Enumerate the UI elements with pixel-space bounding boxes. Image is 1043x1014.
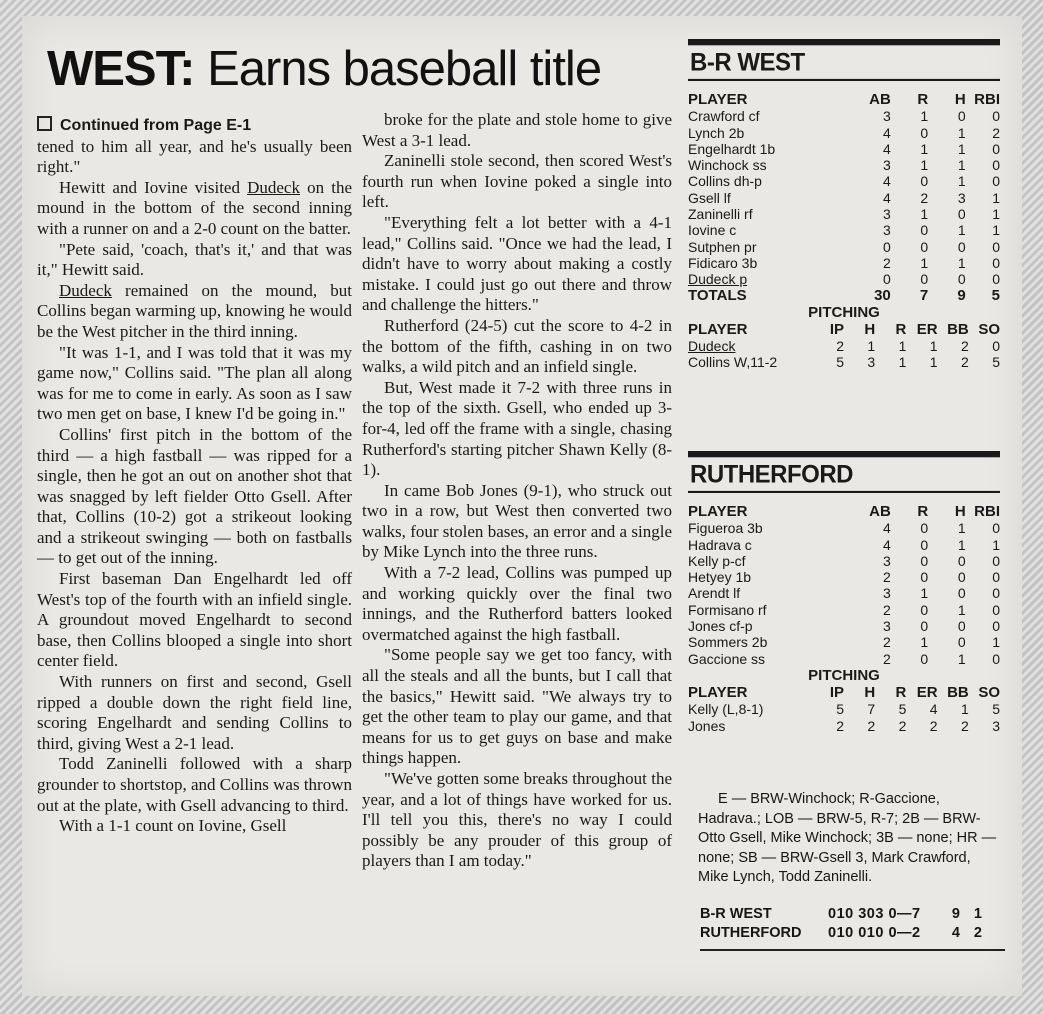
- stat-cell: Engelhardt 1b: [688, 140, 776, 157]
- headline-lead: WEST:: [47, 42, 195, 96]
- stat-cell: 4: [882, 189, 891, 206]
- batting-row: [688, 271, 1000, 287]
- article-paragraph: tened to him all year, and he's usually been right.": [37, 136, 352, 177]
- stat-cell: 1: [957, 124, 966, 141]
- batting-row: [688, 173, 1000, 189]
- stat-cell: 0: [920, 271, 929, 288]
- stat-cell: 0: [882, 271, 891, 288]
- stat-cell: 0: [992, 271, 1000, 288]
- stat-cell: PLAYER: [688, 683, 748, 701]
- stat-cell: Sutphen pr: [688, 238, 757, 255]
- batting-row: [688, 634, 1000, 650]
- article-paragraph: "Pete said, 'coach, that's it,' and that was it," Hewitt said.: [37, 239, 352, 280]
- article-paragraph: "Some people say we get too fancy, with all the steals and all the bunts, but I call that the basics," Hewitt said. "We always try to get the other team to play our game, and that means for us to get guys on base and make things happen.: [362, 645, 672, 768]
- article-paragraph: In came Bob Jones (9-1), who struck out two in a row, but West then converted two walks, four stolen bases, an error and a single by Mike Lynch into the three runs.: [362, 480, 672, 562]
- stat-cell: 1: [929, 338, 938, 355]
- stat-cell: IP: [829, 320, 845, 338]
- batting-table: [688, 92, 1000, 304]
- stat-cell: 3: [882, 108, 891, 125]
- pitching-row: [688, 354, 1000, 370]
- stat-cell: 5: [836, 701, 845, 718]
- stat-cell: Jones: [688, 717, 726, 734]
- stat-cell: 2: [882, 634, 891, 651]
- stat-cell: 2: [882, 254, 891, 271]
- stat-cell: Kelly (L,8-1): [688, 701, 764, 718]
- stat-cell: 0: [920, 520, 929, 537]
- box-score-brwest: [688, 40, 1000, 371]
- stat-cell: 1: [920, 157, 929, 174]
- stat-cell: 1: [957, 222, 966, 239]
- stat-cell: 2: [929, 717, 938, 734]
- stat-cell: 4: [882, 124, 891, 141]
- stat-cell: 1: [957, 157, 966, 174]
- article-paragraph: broke for the plate and stole home to give West a 3-1 lead.: [362, 110, 672, 150]
- stat-cell: 4: [882, 536, 891, 553]
- stat-cell: R: [917, 503, 929, 520]
- stat-cell: R: [895, 320, 907, 338]
- batting-table: [688, 504, 1000, 667]
- batting-row: [688, 190, 1000, 206]
- stat-cell: 1: [992, 206, 1000, 223]
- stat-cell: AB: [869, 91, 891, 108]
- stat-cell: 9: [957, 286, 966, 304]
- stat-cell: [688, 338, 813, 354]
- stat-cell: 3: [992, 717, 1000, 734]
- pitching-table: [688, 322, 1000, 371]
- stat-cell: TOTALS: [688, 286, 747, 304]
- pitching-row: [688, 701, 1000, 717]
- linescore-row: [700, 905, 1005, 924]
- stat-cell: 5: [991, 286, 1000, 304]
- stat-cell: H: [954, 91, 966, 108]
- stat-cell: 1: [898, 338, 907, 355]
- batting-row: [688, 569, 1000, 585]
- pitching-label: PITCHING: [808, 303, 880, 321]
- continued-text: Continued from Page E-1: [60, 117, 252, 134]
- stat-cell: Arendt lf: [688, 585, 741, 602]
- stat-cell: BB: [947, 683, 969, 701]
- stat-cell: BB: [947, 320, 969, 338]
- stat-cell: 2: [960, 354, 969, 371]
- stat-cell: 4: [882, 173, 891, 190]
- linescore-team: B-R WEST: [700, 906, 772, 922]
- stat-cell: 0: [957, 569, 966, 586]
- stat-cell: 1: [920, 254, 929, 271]
- stat-cell: 0: [920, 222, 929, 239]
- stat-cell: 0: [882, 238, 891, 255]
- stat-cell: 1: [920, 108, 929, 125]
- article-paragraph: Rutherford (24-5) cut the score to 4-2 in the bottom of the fifth, cashing in on two walks, a wild pitch and an infield single.: [362, 315, 672, 377]
- game-notes: E — BRW-Winchock; R-Gaccione, Hadrava.; LOB — BRW-5, R-7; 2B — BRW-Otto Gsell, Mike Winchock; 3B — none; HR — none; SB — BRW-Gsell 3, Mark Crawford, Mike Lynch, Todd Zaninelli.: [698, 791, 997, 885]
- stat-cell: 0: [992, 569, 1000, 586]
- box-score-rutherford: [688, 452, 1000, 734]
- stat-cell: Collins W,11-2: [688, 354, 778, 371]
- stat-cell: 0: [992, 601, 1000, 618]
- stat-cell: H: [954, 503, 966, 520]
- headline: [47, 38, 667, 100]
- pitching-row: [688, 338, 1000, 354]
- article-column-1: [37, 116, 352, 837]
- article-paragraph: With a 7-2 lead, Collins was pumped up and working quickly over the final two innings, and the Rutherford batters looked overmatched against the high fastball.: [362, 563, 672, 644]
- stat-cell: H: [864, 683, 876, 701]
- article-paragraph: "Everything felt a lot better with a 4-1 lead," Collins said. "Once we had the lead, I didn't have to worry about making a costly mistake. I could just go out there and throw and challenge the hitters.": [362, 212, 672, 315]
- stat-cell: Figueroa 3b: [688, 520, 763, 537]
- batting-row: [688, 157, 1000, 173]
- stat-cell: 0: [992, 618, 1000, 635]
- stat-cell: 0: [992, 585, 1000, 602]
- pitching-row: [688, 718, 1000, 734]
- article-paragraph: "It was 1-1, and I was told that it was my game now," Collins said. "The plan all along was for me to come in early. As soon as I saw two men get on base, I knew I'd be going in.": [37, 342, 352, 424]
- stat-cell: 3: [867, 354, 876, 371]
- stat-cell: 0: [920, 238, 929, 255]
- article-column-2: [362, 110, 672, 872]
- stat-cell: 3: [882, 157, 891, 174]
- stat-cell: 2: [882, 650, 891, 667]
- line-score: [700, 905, 1005, 951]
- stat-cell: 4: [882, 520, 891, 537]
- article-paragraph: "We've gotten some breaks throughout the year, and a lot of things have worked for us. I'll tell you this, there's no way I could possibly be any prouder of this group of players than I am today.": [362, 769, 672, 871]
- batting-row: [688, 618, 1000, 634]
- stat-cell: 4: [882, 140, 891, 157]
- underlined-name: Dudeck: [59, 280, 112, 300]
- stat-cell: 0: [992, 238, 1000, 255]
- stat-cell: RBI: [974, 503, 1000, 520]
- stat-cell: 1: [920, 634, 929, 651]
- stat-cell: 0: [920, 173, 929, 190]
- stat-cell: 2: [992, 124, 1000, 141]
- stat-cell: 1: [920, 140, 929, 157]
- batting-row: [688, 585, 1000, 601]
- box-icon: [37, 116, 52, 131]
- stat-cell: 1: [992, 222, 1000, 239]
- stat-cell: 2: [836, 338, 845, 355]
- article-paragraph: With a 1-1 count on Iovine, Gsell: [59, 816, 287, 836]
- stat-cell: 5: [836, 354, 845, 371]
- stat-cell: 2: [920, 189, 929, 206]
- pitching-header-row: [688, 685, 1000, 701]
- stat-cell: 1: [867, 338, 876, 355]
- stat-cell: 3: [882, 206, 891, 223]
- linescore-innings: 010 010 0—2: [828, 925, 921, 941]
- stat-cell: 0: [957, 634, 966, 651]
- stat-cell: 3: [882, 585, 891, 602]
- stat-cell: 2: [898, 717, 907, 734]
- stat-cell: 1: [957, 520, 966, 537]
- stat-cell: Crawford cf: [688, 108, 760, 125]
- stat-cell: 0: [992, 552, 1000, 569]
- batting-row: [688, 553, 1000, 569]
- batting-row: [688, 602, 1000, 618]
- batting-row: [688, 255, 1000, 271]
- stat-cell: 1: [957, 601, 966, 618]
- stat-cell: Gaccione ss: [688, 650, 766, 667]
- stat-cell: 7: [867, 701, 876, 718]
- linescore-hits: 4: [951, 925, 960, 941]
- stat-cell: Formisano rf: [688, 601, 767, 618]
- batting-row: [688, 206, 1000, 222]
- continued-line: [37, 116, 352, 137]
- stat-cell: 0: [957, 552, 966, 569]
- stat-cell: 30: [874, 286, 891, 304]
- stat-cell: ER: [916, 683, 938, 701]
- headline-rest: Earns baseball title: [207, 42, 602, 96]
- stat-cell: 0: [992, 108, 1000, 125]
- stat-cell: R: [895, 683, 907, 701]
- batting-row: [688, 141, 1000, 157]
- stat-cell: 2: [882, 601, 891, 618]
- stat-cell: Hetyey 1b: [688, 569, 752, 586]
- stat-cell: 5: [992, 354, 1000, 371]
- stat-cell: 3: [882, 222, 891, 239]
- batting-row: [688, 222, 1000, 238]
- stat-cell: SO: [978, 683, 1000, 701]
- stat-cell: RBI: [974, 91, 1000, 108]
- stat-cell: 0: [992, 140, 1000, 157]
- stat-cell: 0: [957, 618, 966, 635]
- stat-cell: 1: [992, 634, 1000, 651]
- article-paragraph: Dudeck remained on the mound, but Collins began warming up, knowing he would be the West pitcher in the third inning.: [37, 280, 352, 341]
- linescore-row: [700, 924, 1005, 943]
- batting-row: [688, 125, 1000, 141]
- linescore-errors: 2: [973, 925, 982, 941]
- article-paragraph: With runners on first and second, Gsell ripped a double down the right field line, scoring Engelhardt and sending Collins to third, giving West a 2-1 lead.: [37, 672, 352, 753]
- article-paragraph: First baseman Dan Engelhardt led off West's top of the fourth with an infield single. A groundout moved Engelhardt to second base, then Collins blooped a single into short center field.: [37, 569, 352, 671]
- stat-cell: SO: [978, 320, 1000, 338]
- stat-cell: ER: [916, 320, 938, 338]
- article-paragraph: Hewitt and Iovine visited Dudeck on the mound in the bottom of the second inning with a runner on and a 2-0 count on the batter.: [37, 177, 352, 238]
- stat-cell: 1: [957, 254, 966, 271]
- stat-cell: 0: [992, 338, 1000, 355]
- stat-cell: 5: [992, 701, 1000, 718]
- stat-cell: Gsell lf: [688, 189, 731, 206]
- stat-cell: Jones cf-p: [688, 618, 753, 635]
- stat-cell: 2: [960, 338, 969, 355]
- stat-cell: Zaninelli rf: [688, 206, 753, 223]
- batting-header-row: [688, 92, 1000, 108]
- stat-cell: Hadrava c: [688, 536, 752, 553]
- underlined-name: Dudeck: [688, 338, 736, 355]
- stat-cell: 1: [960, 701, 969, 718]
- stat-cell: 1: [898, 354, 907, 371]
- batting-header-row: [688, 504, 1000, 520]
- stat-cell: 1: [920, 585, 929, 602]
- stat-cell: Sommers 2b: [688, 634, 768, 651]
- pitching-table: [688, 685, 1000, 734]
- stat-cell: 0: [957, 108, 966, 125]
- stat-cell: 0: [920, 650, 929, 667]
- stat-cell: 1: [992, 536, 1000, 553]
- linescore-innings: 010 303 0—7: [828, 906, 921, 922]
- stat-cell: Fidicaro 3b: [688, 254, 758, 271]
- article-paragraph: Collins' first pitch in the bottom of the third — a high fastball — was ripped for a single, then he got an out on another shot that was snagged by left fielder Otto Gsell. After that, Collins (10-2) got a strikeout looking and a strikeout swinging — both on fastballs — to get out of the inning.: [37, 424, 352, 568]
- stat-cell: 3: [882, 618, 891, 635]
- stat-cell: 2: [836, 717, 845, 734]
- stat-cell: 1: [920, 206, 929, 223]
- stat-cell: 3: [957, 189, 966, 206]
- stat-cell: 5: [898, 701, 907, 718]
- stat-cell: PLAYER: [688, 91, 748, 108]
- stat-cell: 0: [920, 124, 929, 141]
- stat-cell: 3: [882, 552, 891, 569]
- team-name: B-R WEST: [688, 39, 1000, 81]
- stat-cell: 2: [867, 717, 876, 734]
- linescore-team: RUTHERFORD: [700, 925, 802, 941]
- team-name: RUTHERFORD: [688, 451, 1000, 493]
- linescore-errors: 1: [973, 906, 982, 922]
- stat-cell: PLAYER: [688, 503, 748, 520]
- stat-cell: 1: [957, 536, 966, 553]
- stat-cell: PLAYER: [688, 320, 748, 338]
- stat-cell: 0: [920, 569, 929, 586]
- stat-cell: 2: [960, 717, 969, 734]
- stat-cell: 0: [992, 254, 1000, 271]
- stat-cell: 0: [920, 618, 929, 635]
- stat-cell: 1: [929, 354, 938, 371]
- stat-cell: 1: [992, 189, 1000, 206]
- stat-cell: Lynch 2b: [688, 124, 745, 141]
- stat-cell: 1: [957, 173, 966, 190]
- stat-cell: 0: [957, 271, 966, 288]
- stat-cell: H: [864, 320, 876, 338]
- underlined-name: Dudeck: [247, 177, 300, 197]
- stat-cell: 0: [992, 520, 1000, 537]
- article-paragraph: Zaninelli stole second, then scored West's fourth run when Iovine poked a single into left.: [362, 151, 672, 212]
- underlined-name: Dudeck p: [688, 271, 748, 288]
- stat-cell: 0: [957, 238, 966, 255]
- stat-cell: R: [917, 91, 929, 108]
- batting-row: [688, 239, 1000, 255]
- batting-row: [688, 520, 1000, 536]
- stat-cell: [688, 271, 838, 287]
- stat-cell: 0: [920, 552, 929, 569]
- stat-cell: IP: [829, 683, 845, 701]
- stat-cell: 1: [957, 650, 966, 667]
- stat-cell: 0: [920, 536, 929, 553]
- stat-cell: Iovine c: [688, 222, 737, 239]
- stat-cell: 0: [992, 173, 1000, 190]
- batting-row: [688, 537, 1000, 553]
- article-paragraph: But, West made it 7-2 with three runs in the top of the sixth. Gsell, who ended up 3-for-4, led off the frame with a single, chasing Rutherford's starting pitcher Shawn Kelly (8-1).: [362, 377, 672, 480]
- batting-row: [688, 651, 1000, 667]
- stat-cell: Collins dh-p: [688, 173, 762, 190]
- stat-cell: 2: [882, 569, 891, 586]
- stat-cell: 0: [992, 650, 1000, 667]
- pitching-header-row: [688, 322, 1000, 338]
- article-paragraph: Todd Zaninelli followed with a sharp grounder to shortstop, and Collins was thrown out at the plate, with Gsell advancing to third.: [37, 754, 352, 815]
- stat-cell: 4: [929, 701, 938, 718]
- stat-cell: 0: [992, 157, 1000, 174]
- linescore-hits: 9: [951, 906, 960, 922]
- stat-cell: 0: [957, 585, 966, 602]
- stat-cell: 1: [957, 140, 966, 157]
- batting-row: [688, 108, 1000, 124]
- stat-cell: Kelly p-cf: [688, 552, 746, 569]
- totals-row: [688, 288, 1000, 304]
- stat-cell: Winchock ss: [688, 157, 767, 174]
- stat-cell: 7: [919, 286, 929, 304]
- stat-cell: 0: [920, 601, 929, 618]
- stat-cell: 0: [957, 206, 966, 223]
- stat-cell: AB: [869, 503, 891, 520]
- pitching-label: PITCHING: [808, 666, 880, 684]
